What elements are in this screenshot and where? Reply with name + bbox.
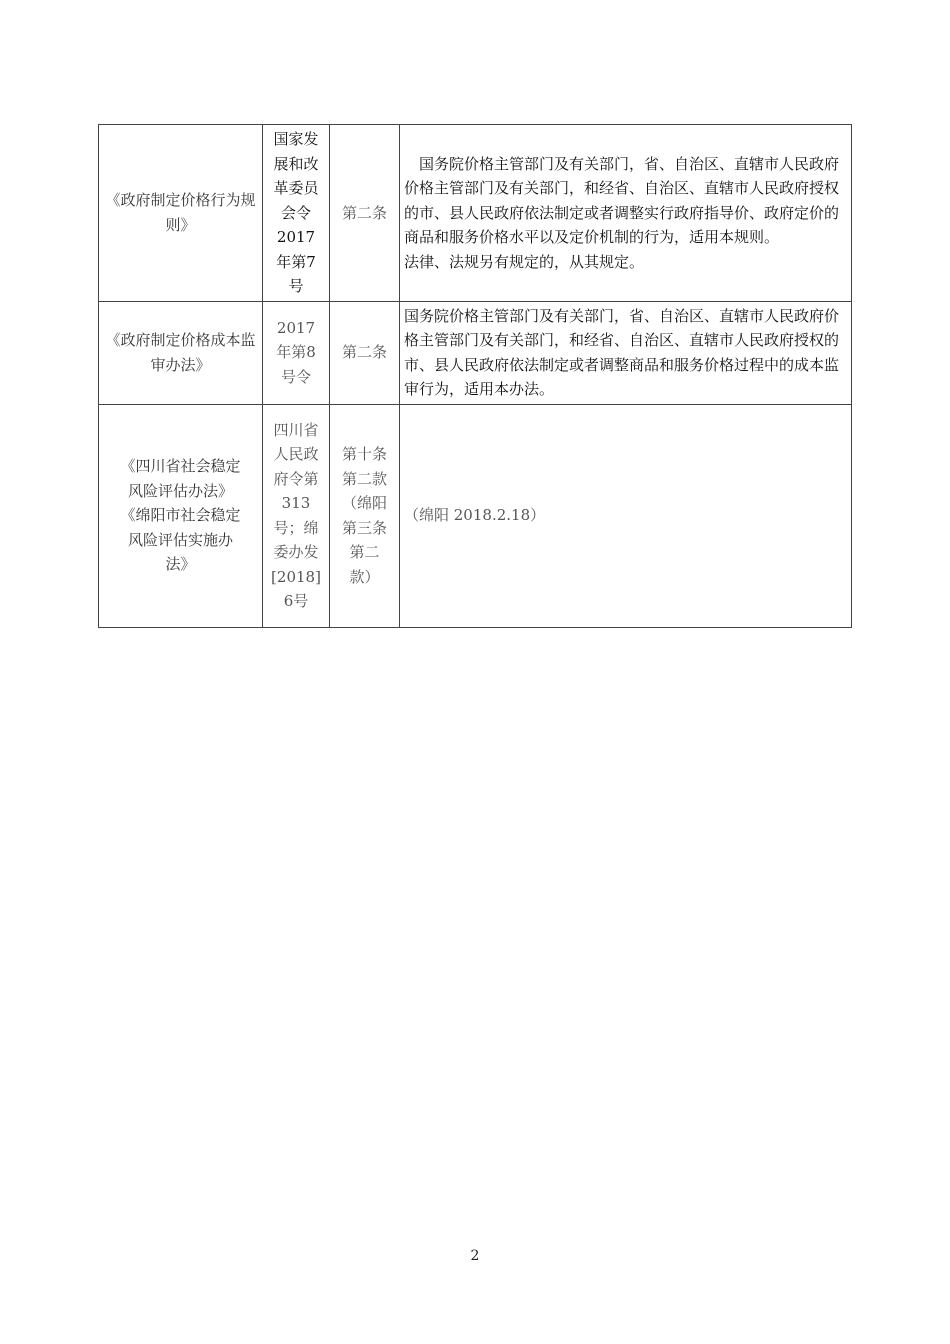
regulation-name-text: 《政府制定价格行为规则》 — [105, 191, 256, 234]
document-number-line: 会令 — [280, 203, 311, 222]
article-ref — [330, 301, 400, 404]
article-ref-line: （绵阳 — [341, 494, 387, 512]
table-row — [99, 301, 852, 404]
regulation-name-text: 《政府制定价格成本监审办法》 — [105, 331, 256, 374]
document-number-line: 府令第 — [273, 469, 319, 488]
document-number-line: 年第7 — [276, 252, 316, 271]
document-number-line: 6号 — [283, 592, 309, 610]
regulation-name-line: 法》 — [165, 555, 196, 574]
document-number-line: 四川省 — [273, 420, 319, 439]
article-ref-line: 第二 — [349, 543, 380, 561]
regulation-table — [98, 124, 852, 628]
document-number-line: 号令 — [280, 367, 311, 386]
regulation-paragraph: 国务院价格主管部门及有关部门，省、自治区、直辖市人民政府价格主管部门及有关部门，和经省、自治区、直辖市人民政府授权的市、县人民政府依法制定或者调整商品和服务价格过程中的成本监审行为，适用本办法。 — [404, 306, 840, 398]
regulation-name-line: 风险评估办法》 — [127, 481, 233, 500]
document-number-line: 革委员 — [273, 179, 319, 197]
document-number-line: 2017 — [276, 228, 316, 246]
document-number-line: 号 — [288, 277, 304, 295]
document-number-line: 展和改 — [273, 154, 319, 173]
regulation-name — [99, 125, 263, 302]
table-row — [99, 404, 852, 627]
document-number-line: 国家发 — [273, 130, 319, 148]
regulation-name — [99, 404, 263, 627]
document-number-line: 2017 — [276, 318, 316, 337]
document-number-line: [2018] — [271, 567, 321, 586]
document-number-line: 号；绵 — [273, 518, 319, 537]
regulation-text — [400, 125, 852, 302]
regulation-paragraph: 法律、法规另有规定的，从其规定。 — [404, 252, 645, 271]
document-number-line: 313 — [281, 494, 311, 512]
regulation-paragraph: （绵阳 2018.2.18） — [404, 506, 546, 525]
article-ref-line: 第二款 — [341, 469, 387, 488]
regulation-name-line: 《绵阳市社会稳定 — [120, 506, 241, 525]
document-number-line: 年第8 — [276, 343, 316, 362]
document-number-line: 人民政 — [273, 445, 319, 463]
regulation-text — [400, 404, 852, 627]
regulation-paragraph: 国务院价格主管部门及有关部门，省、自治区、直辖市人民政府价格主管部门及有关部门，和经省、自治区、直辖市人民政府授权的市、县人民政府依法制定或者调整实行政府指导价、政府定价的商品和服务价格水平以及定价机制的行为，适用本规则。 — [404, 154, 840, 246]
article-ref-line: 款） — [349, 567, 380, 586]
regulation-name — [99, 301, 263, 404]
document-number — [263, 404, 330, 627]
article-ref-line: 第十条 — [341, 445, 387, 463]
table-row — [99, 125, 852, 302]
article-ref-text: 第二条 — [341, 343, 387, 362]
article-ref — [330, 125, 400, 302]
article-ref — [330, 404, 400, 627]
page-number: 2 — [470, 1248, 480, 1264]
document-number — [263, 301, 330, 404]
document-number — [263, 125, 330, 302]
regulation-name-line: 《四川省社会稳定 — [120, 457, 241, 476]
article-ref-text: 第二条 — [341, 203, 387, 222]
regulation-name-line: 风险评估实施办 — [127, 530, 233, 549]
article-ref-line: 第三条 — [341, 518, 387, 537]
document-number-line: 委办发 — [273, 543, 319, 561]
regulation-text — [400, 301, 852, 404]
